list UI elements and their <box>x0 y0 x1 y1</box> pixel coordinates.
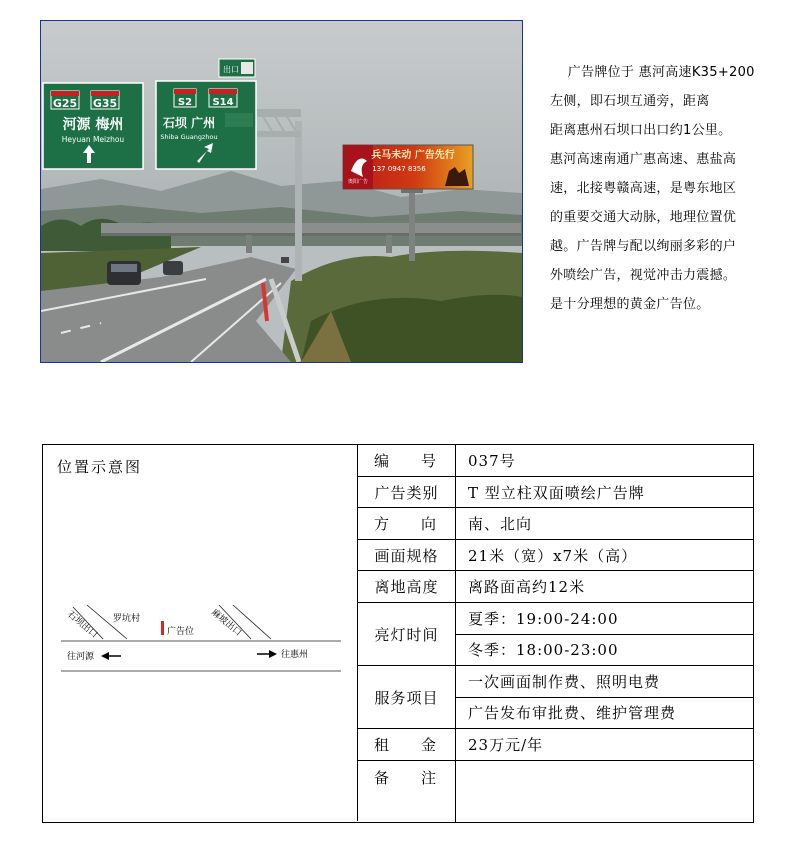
description-line: 是十分理想的黄金广告位。 <box>550 297 710 312</box>
map-title: 位置示意图 <box>57 458 143 476</box>
row-label: 离地高度 <box>358 571 456 602</box>
row-direction <box>358 508 753 540</box>
billboard-photo <box>40 20 523 363</box>
arrow-left-icon <box>101 652 121 660</box>
lighting-winter: 冬季：18:00-23:00 <box>468 641 619 659</box>
billboard-brand: 奥阳广告 <box>347 179 369 185</box>
row-label: 画面规格 <box>358 540 456 570</box>
description-line: 左侧，即石坝互通旁，距离 <box>550 94 710 109</box>
service-item-1: 一次画面制作费、照明电费 <box>468 673 661 691</box>
lighting-summer-cell <box>456 603 753 635</box>
description-line: 惠河高速南通广惠高速、惠盐高 <box>550 152 737 167</box>
direction-value: 南、北向 <box>468 515 533 533</box>
info-sheet <box>42 444 754 823</box>
sign-right-code-2: S14 <box>212 97 234 108</box>
map-label-village: 罗坑村 <box>113 614 141 624</box>
label-char: 方 <box>374 515 391 533</box>
map-label-ad-spot: 广告位 <box>167 627 195 637</box>
row-services <box>358 666 753 729</box>
sign-left-place: 河源 梅州 <box>62 117 124 133</box>
description-line: 距离惠州石坝口出口约1公里。 <box>550 123 732 138</box>
service-item-cell <box>456 697 753 728</box>
rent-value: 23万元/年 <box>468 736 544 754</box>
lighting-summer: 夏季：19:00-24:00 <box>468 610 619 628</box>
row-type <box>358 477 753 508</box>
service-item-cell <box>456 666 753 698</box>
description-line: 外喷绘广告，视觉冲击力震撼。 <box>550 268 737 283</box>
row-label <box>358 508 456 539</box>
row-rent <box>358 729 753 761</box>
lighting-winter-cell <box>456 634 753 665</box>
label-char: 向 <box>420 515 437 533</box>
row-height <box>358 571 753 603</box>
row-label <box>358 445 456 476</box>
location-map <box>43 445 358 821</box>
label-char: 注 <box>420 769 437 787</box>
description-line: 广告牌位于 惠河高速K35+200 <box>550 65 755 80</box>
sign-left-code-2: G35 <box>92 97 118 110</box>
row-label: 广告类别 <box>358 477 456 507</box>
type-value: T 型立柱双面喷绘广告牌 <box>468 483 645 502</box>
description-line: 越。广告牌与配以绚丽多彩的户 <box>550 239 737 254</box>
sign-left-code-1: G25 <box>52 97 78 110</box>
ad-location-marker <box>161 621 164 635</box>
sign-exit-label: 出口 <box>223 65 239 74</box>
row-remark <box>358 761 753 822</box>
description-line: 速，北接粤赣高速，是粤东地区 <box>550 181 737 196</box>
description-line: 的重要交通大动脉，地理位置优 <box>550 210 737 225</box>
info-table <box>358 445 753 822</box>
label-char: 租 <box>374 736 391 754</box>
row-label <box>358 729 456 760</box>
row-label: 亮灯时间 <box>358 603 456 665</box>
size-value: 21米（宽）x7米（高） <box>468 546 638 565</box>
row-label <box>358 761 456 822</box>
sign-right-place: 石坝 广州 <box>162 116 216 130</box>
height-value: 离路面高约12米 <box>468 578 586 596</box>
billboard-description <box>550 58 778 319</box>
row-label: 服务项目 <box>358 666 456 728</box>
map-label-to-heyuan: 往河源 <box>67 652 95 662</box>
row-size <box>358 540 753 571</box>
map-label-to-huizhou: 往惠州 <box>281 650 309 660</box>
service-item-2: 广告发布审批费、维护管理费 <box>468 704 677 722</box>
map-label-exit-right: 麻坡出口 <box>209 607 244 639</box>
label-char: 编 <box>374 452 391 470</box>
billboard-phone: 137 0947 8356 <box>372 165 426 173</box>
sign-right-code-1: S2 <box>177 97 193 108</box>
row-lighting <box>358 603 753 666</box>
number-value: 037号 <box>468 452 516 470</box>
sign-left-pinyin: Heyuan Meizhou <box>61 135 125 144</box>
billboard-headline: 兵马未动 广告先行 <box>371 150 455 161</box>
arrow-right-icon <box>257 650 277 658</box>
sign-right-pinyin: Shiba Guangzhou <box>160 133 218 141</box>
label-char: 备 <box>374 769 391 787</box>
label-char: 金 <box>420 736 437 754</box>
row-number <box>358 445 753 477</box>
label-char: 号 <box>420 452 437 470</box>
map-label-exit-left: 石坝出口 <box>65 609 100 641</box>
